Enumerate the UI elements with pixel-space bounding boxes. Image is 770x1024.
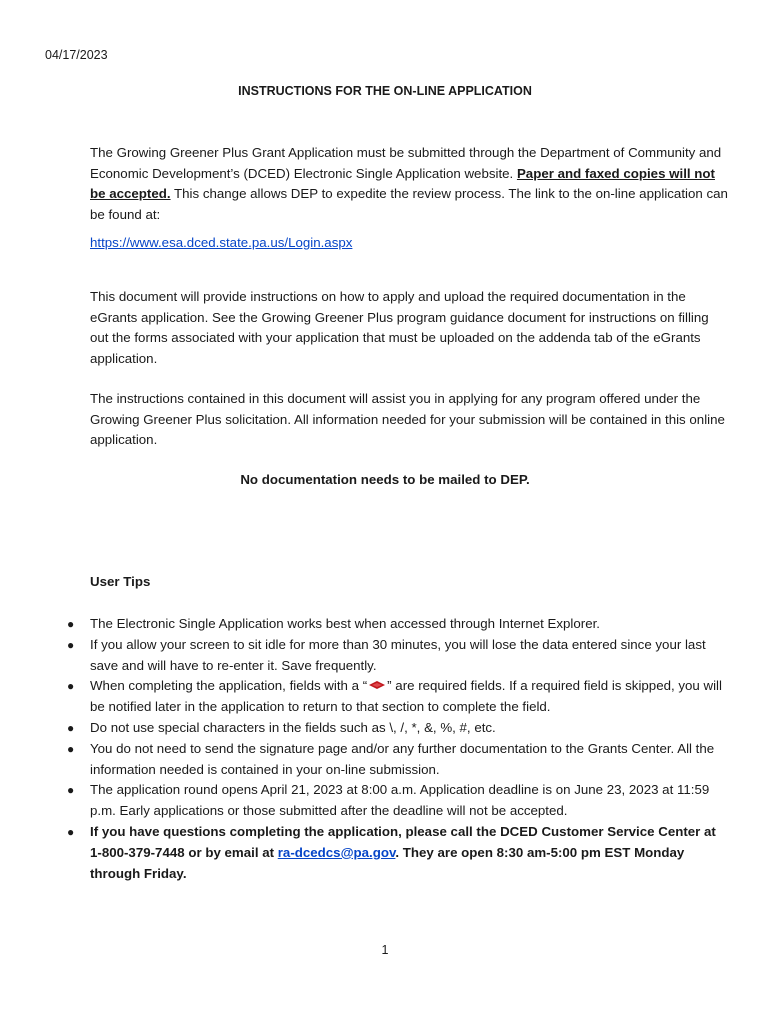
contact-text-before: If you have questions completing the application, please call the DCED Customer Service Center at 1-800-379-7448 or by email at [90,824,716,860]
tip-item [67,780,730,822]
bullet-icon: ● [67,721,75,736]
tip-text: If you allow your screen to sit idle for more than 30 minutes, you will lose the data entered since your last save and will have to re-enter it. Save frequently. [90,636,706,673]
required-field-icon [368,676,386,697]
application-link[interactable]: https://www.esa.dced.state.pa.us/Login.aspx [90,235,353,250]
contact-text-after: . They are open 8:30 am-5:00 pm EST Monday through Friday. [90,844,685,881]
assistance-paragraph: The instructions contained in this document will assist you in applying for any program offered under the Growing Greener Plus solicitation. All information needed for your submission will be contained in this online application. [90,391,725,448]
document-title: INSTRUCTIONS FOR THE ON-LINE APPLICATION [238,84,532,98]
no-documentation-notice: No documentation needs to be mailed to DEP. [240,472,530,487]
intro-text: The Growing Greener Plus Grant Application must be submitted through the Department of Community and Economic Development’s (DCED) Electronic Single Application website. [90,145,722,181]
user-tips-heading: User Tips [90,574,151,589]
bullet-icon: ● [67,637,75,652]
tip-item [67,635,730,677]
bullet-icon: ● [67,825,75,840]
tip-item-contact [67,822,730,884]
bullet-icon: ● [67,783,75,798]
tip-text-after: ” are required fields. If a required field is skipped, you will be notified later in the application to return to that section to complete the field. [90,678,722,715]
tip-text: You do not need to send the signature page and/or any further documentation to the Grants Center. All the information needed is contained in your on-line submission. [90,740,715,777]
page-number: 1 [381,943,389,957]
tip-item [67,739,730,781]
intro-text-after: This change allows DEP to expedite the review process. The link to the on-line application can be found at: [90,186,728,222]
tip-text-before: When completing the application, fields with a “ [90,678,368,694]
document-date: 04/17/2023 [45,48,108,62]
tip-text: The Electronic Single Application works best when accessed through Internet Explorer. [90,616,600,631]
bullet-icon: ● [67,617,75,631]
tip-item [67,676,730,718]
tip-text: The application round opens April 21, 2023 at 8:00 a.m. Application deadline is on June 23, 2023 at 11:59 p.m. Early applications or those submitted after the deadline will not be accepted. [90,782,710,819]
tip-text: Do not use special characters in the fields such as \, /, *, &, %, #, etc. [90,720,496,736]
support-email-link[interactable]: ra-dcedcs@pa.gov [277,844,396,860]
bullet-icon: ● [67,741,75,756]
instructions-paragraph: This document will provide instructions on how to apply and upload the required documentation in the eGrants application. See the Growing Greener Plus program guidance document for instructions on filling out the forms associated with your application that must be uploaded on the addenda tab of the eGrants application. [90,289,709,366]
user-tips-list [67,614,730,884]
tip-item [67,614,730,635]
paper-faxed-warning: Paper and faxed copies will not be accepted. [90,165,715,202]
tip-item [67,718,730,739]
intro-paragraph [90,143,730,225]
bullet-icon: ● [67,679,75,694]
